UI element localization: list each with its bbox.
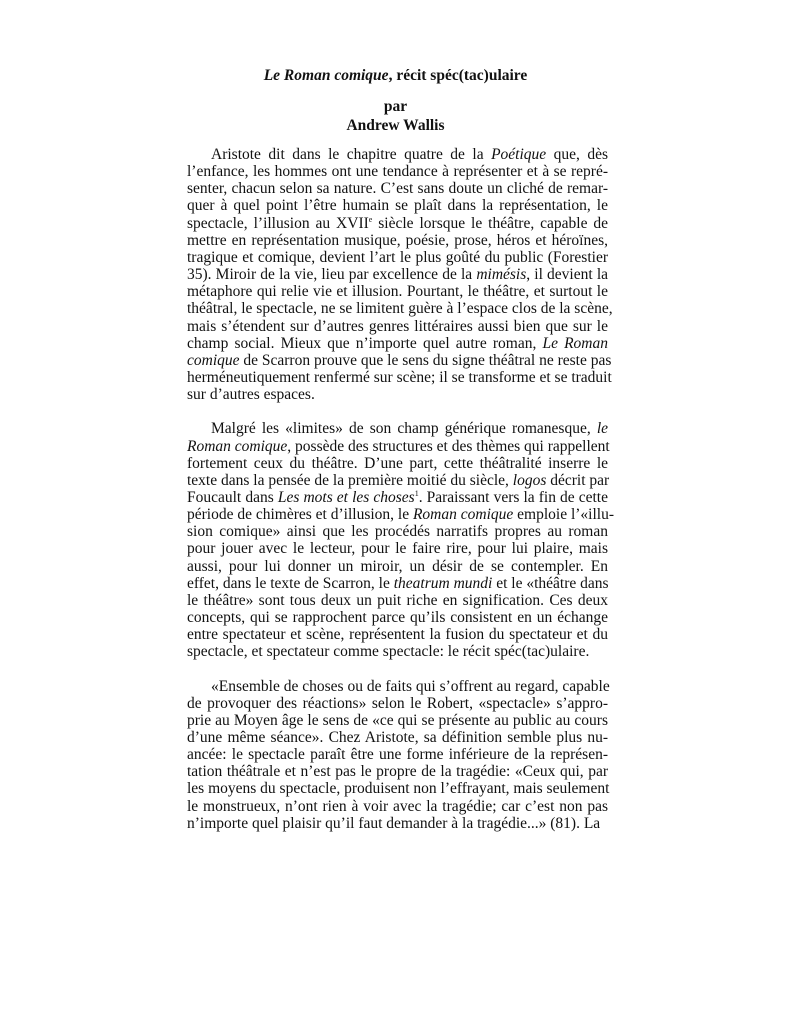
text-run: effet, dans le texte de Scarron, le bbox=[187, 574, 394, 592]
text-run: . Paraissant vers la fin de cette bbox=[418, 488, 608, 506]
text-run: Foucault dans bbox=[187, 488, 278, 506]
text-line bbox=[187, 678, 608, 695]
text-run: siècle lorsque le théâtre, capable de bbox=[372, 214, 609, 232]
text-run: tragique et comique, devient l’art le plus goûté du public (Forestier bbox=[187, 248, 608, 266]
italic-text: le bbox=[596, 420, 608, 438]
text-line bbox=[187, 472, 608, 489]
text-line bbox=[187, 489, 608, 506]
italic-text: Le Roman bbox=[542, 334, 608, 352]
italic-text: mimésis bbox=[476, 266, 527, 284]
text-line bbox=[187, 575, 608, 592]
paragraph bbox=[187, 146, 613, 404]
byline-par: par bbox=[383, 98, 408, 115]
text-line bbox=[187, 506, 614, 524]
text-run: l’enfance, les hommes ont une tendance à représenter et à se repré- bbox=[187, 163, 608, 181]
italic-text: comique bbox=[187, 351, 240, 369]
text-run: texte dans la pensée de la première moitié du siècle, bbox=[187, 471, 513, 489]
text-line bbox=[187, 763, 608, 780]
text-run: mais s’étendent sur d’autres genres littéraires aussi bien que sur le bbox=[187, 317, 608, 335]
text-line bbox=[187, 318, 608, 335]
text-run: d’une même séance». Chez Aristote, sa définition semble plus nu- bbox=[187, 729, 608, 746]
text-run: aussi, pour lui donner un miroir, un désir de se contempler. En bbox=[187, 557, 608, 575]
article-body bbox=[187, 146, 614, 832]
italic-text: Les mots et les choses bbox=[277, 488, 415, 506]
text-line bbox=[187, 626, 608, 643]
superscript: 1 bbox=[414, 488, 419, 498]
text-run: pour jouer avec le lecteur, pour le faire rire, pour lui plaire, mais bbox=[187, 540, 608, 558]
text-run: prie au Moyen âge le sens de «ce qui se présente au public au cours bbox=[187, 711, 608, 729]
text-run: concepts, qui se rapprochent parce qu’ils consistent en un échange bbox=[187, 609, 608, 627]
text-run: les moyens du spectacle, produisent non l’effrayant, mais seulement bbox=[187, 780, 610, 798]
text-run: emploie l’«illu- bbox=[513, 506, 614, 524]
text-line bbox=[187, 369, 612, 387]
paragraph bbox=[187, 678, 608, 832]
text-run: décrit par bbox=[546, 471, 610, 489]
text-run: mettre en représentation musique, poésie, prose, héros et héroïnes, bbox=[187, 231, 608, 249]
text-run: sur d’autres espaces. bbox=[187, 386, 315, 404]
text-run: le monstrueux, n’ont rien à voir avec la tragédie; car c’est non pas bbox=[187, 797, 608, 815]
text-line bbox=[187, 592, 608, 609]
text-line bbox=[187, 300, 613, 318]
italic-text: Roman comique bbox=[412, 506, 514, 524]
title-rest: , récit spéc(tac)ulaire bbox=[388, 67, 528, 84]
title-italic: Le Roman comique bbox=[263, 67, 389, 84]
text-line bbox=[187, 798, 608, 815]
text-run: n’importe quel plaisir qu’il faut demander à la tragédie...» (81). La bbox=[187, 814, 601, 832]
text-line bbox=[187, 215, 608, 232]
text-line bbox=[187, 351, 612, 369]
text-run: herméneutiquement renfermé sur scène; il se transforme et se traduit bbox=[187, 369, 612, 387]
text-line bbox=[187, 729, 608, 746]
text-run: , il devient la bbox=[526, 266, 609, 284]
text-run: le théâtre» sont tous deux un puit riche en signification. Ces deux bbox=[187, 591, 608, 609]
text-line bbox=[187, 180, 608, 197]
text-run: spectacle, l’illusion au XVII bbox=[187, 214, 369, 232]
text-line bbox=[187, 266, 608, 283]
text-line bbox=[187, 780, 608, 797]
text-line bbox=[187, 335, 608, 352]
text-run: de Scarron prouve que le sens du signe théâtral ne reste pas bbox=[239, 351, 612, 369]
text-run: sion comique» ainsi que les procédés narratifs propres au roman bbox=[187, 523, 608, 541]
text-line bbox=[187, 283, 608, 300]
text-line bbox=[187, 146, 608, 163]
text-line bbox=[187, 455, 608, 472]
text-line bbox=[187, 540, 608, 557]
text-line bbox=[187, 163, 608, 180]
text-run: période de chimères et d’illusion, le bbox=[187, 506, 413, 524]
text-run: champ social. Mieux que n’importe quel autre roman, bbox=[187, 334, 543, 352]
text-run: de provoquer des réactions» selon le Robert, «spectacle» s’appro- bbox=[187, 694, 608, 712]
text-run: que, dès bbox=[546, 146, 608, 163]
text-line bbox=[187, 386, 608, 403]
author-name: Andrew Wallis bbox=[346, 117, 445, 134]
text-run: Malgré les «limites» de son champ générique romanesque, bbox=[211, 420, 597, 438]
text-run: quer à quel point l’être humain se plaît dans la représentation, le bbox=[187, 197, 608, 215]
article-title bbox=[0, 66, 791, 86]
text-run: fortement ceux du théâtre. D’une part, cette théâtralité inserre le bbox=[187, 454, 608, 472]
superscript: e bbox=[368, 214, 373, 224]
text-line bbox=[187, 746, 608, 763]
text-run: senter, chacun selon sa nature. C’est sans doute un cliché de remar- bbox=[187, 180, 608, 198]
text-line bbox=[187, 712, 608, 729]
text-line bbox=[187, 249, 608, 266]
text-run: et le «théâtre dans bbox=[492, 574, 609, 592]
italic-text: Poétique bbox=[491, 146, 547, 163]
text-run: «Ensemble de choses ou de faits qui s’offrent au regard, capable bbox=[211, 677, 610, 695]
text-line bbox=[187, 558, 608, 575]
text-run: métaphore qui relie vie et illusion. Pourtant, le théâtre, et surtout le bbox=[187, 283, 608, 301]
text-run: , possède des structures et des thèmes qui rappellent bbox=[287, 437, 610, 455]
text-line bbox=[187, 523, 608, 540]
text-line bbox=[187, 609, 608, 626]
text-run: entre spectateur et scène, représentent la fusion du spectateur et du bbox=[187, 626, 608, 644]
paragraph bbox=[187, 420, 614, 661]
text-line bbox=[187, 695, 608, 712]
italic-text: Roman comique bbox=[187, 437, 288, 455]
text-run: Aristote dit dans le chapitre quatre de la bbox=[211, 146, 492, 163]
text-run: spectacle, et spectateur comme spectacle: le récit spéc(tac)ulaire. bbox=[187, 643, 590, 661]
text-line bbox=[187, 438, 608, 455]
text-run: ancée: le spectacle paraît être une forme inférieure de la représen- bbox=[187, 746, 608, 764]
byline bbox=[0, 97, 791, 135]
text-line bbox=[187, 815, 608, 832]
italic-text: logos bbox=[512, 471, 547, 489]
text-line bbox=[187, 197, 608, 214]
text-line bbox=[187, 420, 608, 437]
italic-text: theatrum mundi bbox=[393, 574, 493, 592]
text-line bbox=[187, 643, 608, 660]
text-run: 35). Miroir de la vie, lieu par excellence de la bbox=[187, 266, 477, 284]
text-run: théâtral, le spectacle, ne se limitent guère à l’espace clos de la scène, bbox=[187, 300, 613, 318]
text-run: tation théâtrale et n’est pas le propre de la tragédie: «Ceux qui, par bbox=[187, 763, 608, 781]
text-line bbox=[187, 232, 608, 249]
